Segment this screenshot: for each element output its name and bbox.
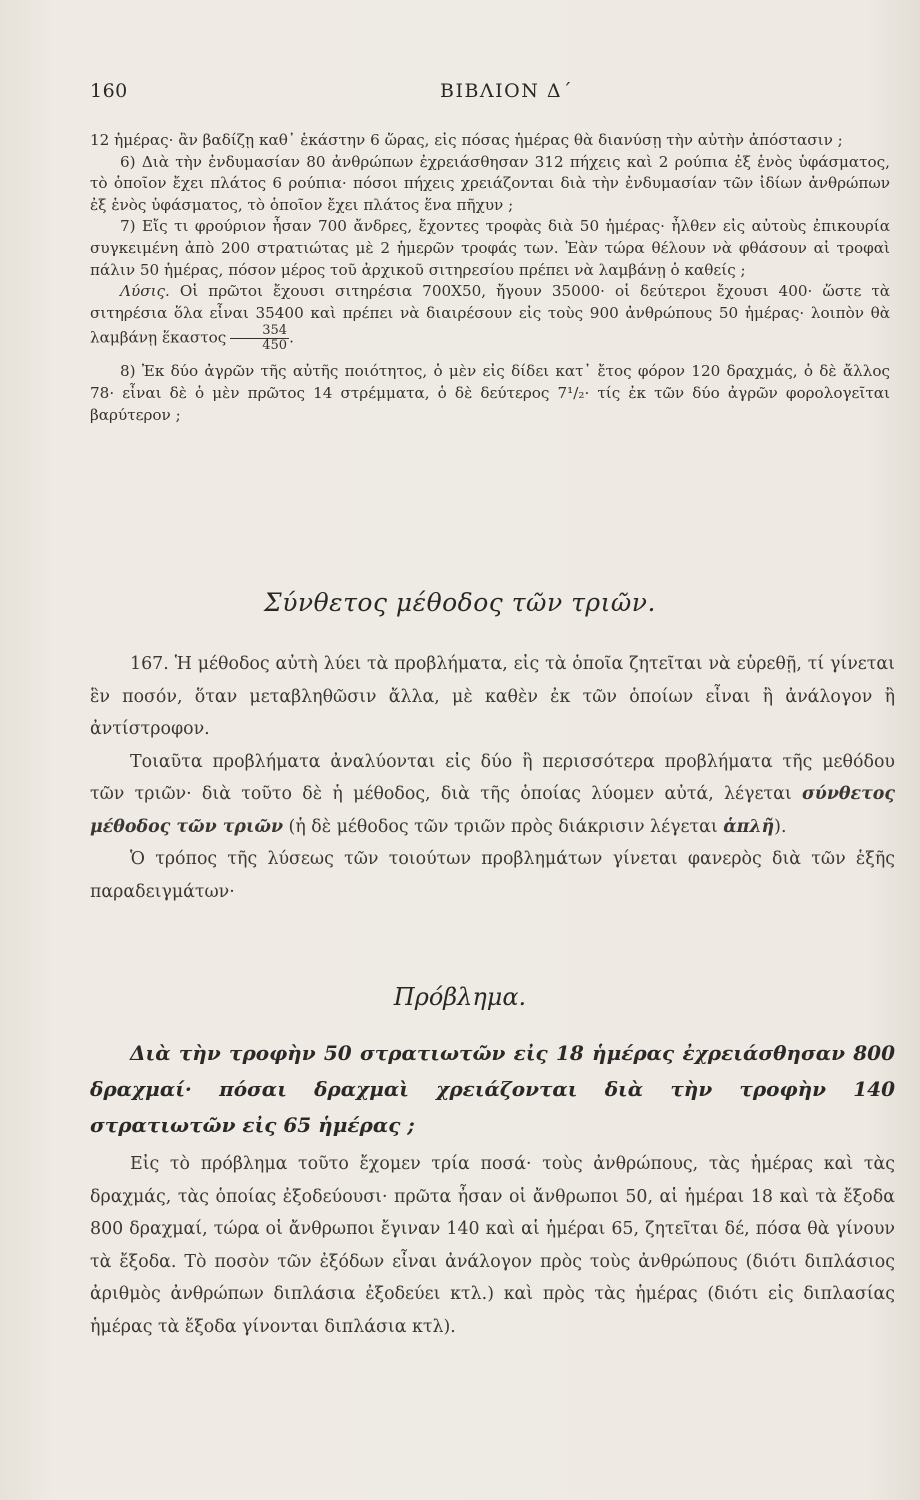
- paragraph-text-c: (ἡ δὲ μέθοδος τῶν τριῶν πρὸς διάκρισιν λέγεται: [283, 816, 724, 837]
- exercise-7-lead: 7) Εἴς τι φρούριον: [120, 217, 267, 236]
- solution-paragraph: Εἰς τὸ πρόβλημα τοῦτο ἔχομεν τρία ποσά· τοὺς ἀνθρώπους, τὰς ἡμέρας καὶ τὰς δραχμάς, τὰς ὁποίας ἐξοδεύουσι· πρῶτα ἦσαν οἱ ἄνθρωποι 50, αἱ ἡμέραι 18 καὶ τὰ ἔξοδα 800 δραχμαί, τώρα οἱ ἄνθρωποι ἔγιναν 140 καὶ αἱ ἡμέραι 65, ζητεῖται δέ, πόσα θὰ γίνουν τὰ ἔξοδα. Τὸ ποσὸν τῶν ἐξόδων εἶναι ἀνάλογον πρὸς τοὺς ἀνθρώπους (διότι διπλάσιος ἀριθμὸς ἀνθρώπων διπλάσια ἐξοδεύει κτλ.) καὶ πρὸς τὰς ἡμέρας (διότι εἰς διπλασίας ἡμέρας τὰ ἔξοδα γίνονται διπλάσια κτλ).: [90, 1154, 895, 1337]
- exercise-block-top: [90, 130, 890, 426]
- paragraph-examples-intro: Ὁ τρόπος τῆς λύσεως τῶν τοιούτων προβλημάτων γίνεται φανερὸς διὰ τῶν ἑξῆς παραδειγμάτων·: [90, 849, 895, 902]
- fraction-numerator: 354: [230, 324, 289, 339]
- exercise-continuation: 12 ἡμέρας· ἂν βαδίζῃ καθ᾽ ἑκάστην 6 ὥρας, εἰς πόσας ἡμέρας θὰ διανύσῃ τὴν αὐτὴν ἀπόστασιν ;: [90, 131, 843, 149]
- solution-7: [90, 281, 890, 353]
- paragraph-text-a: Τοιαῦτα προβλήματα ἀναλύονται εἰς δύο ἢ περισσότερα προβλήματα τῆς μεθόδου τῶν τριῶν· διὰ τοῦτο δὲ ἡ μέθοδος, διὰ τῆς ὁποίας λύομεν αὐτά, λέγεται: [90, 751, 895, 804]
- exercise-7-text: ἦσαν 700 ἄνδρες, ἔχοντες τροφὰς διὰ 50 ἡμέρας· ἦλθεν εἰς αὐτοὺς ἐπικουρία συγκειμένη ἀπὸ 200 στρατιώτας μὲ 2 ἡμερῶν τροφάς των. Ἐὰν τώρα θέλουν νὰ φθάσουν αἱ τροφαὶ πάλιν 50 ἡμέρας, πόσον μέρος τοῦ ἀρχικοῦ σιτηρεσίου πρέπει νὰ λαμβάνῃ ὁ καθείς ;: [90, 217, 890, 279]
- section-body: [90, 648, 895, 908]
- exercise-7: [90, 216, 890, 281]
- term-compound-method: σύνθετος μέθοδος τῶν τριῶν: [90, 784, 895, 837]
- exercise-8: 8) Ἐκ δύο ἀγρῶν τῆς αὐτῆς ποιότητος, ὁ μὲν εἰς δίδει κατ᾽ ἔτος φόρον 120 δραχμάς, ὁ δὲ ἄλλος 78· εἶναι δὲ ὁ μὲν πρῶτος 14 στρέμματα, ὁ δὲ δεύτερος 7¹/₂· τίς ἐκ τῶν δύο ἀγρῶν φορολογεῖται βαρύτερον ;: [90, 362, 890, 424]
- page-number: 160: [90, 80, 128, 102]
- solution-tail: .: [289, 328, 294, 347]
- exercise-6: 6) Διὰ τὴν ἐνδυμασίαν 80 ἀνθρώπων ἐχρειάσθησαν 312 πήχεις καὶ 2 ρούπια ἐξ ἑνὸς ὑφάσματος, τὸ ὁποῖον ἔχει πλάτος 6 ρούπια· πόσοι πήχεις χρειάζονται διὰ τὴν ἐνδυμασίαν τῶν ἰδίων ἀνθρώπων ἐξ ἑνὸς ὑφάσματος, τὸ ὁποῖον ἔχει πλάτος ἕνα πῆχυν ;: [90, 152, 890, 214]
- fraction: [230, 324, 289, 353]
- problem-solution: [90, 1148, 895, 1343]
- running-title: ΒΙΒΛΙΟΝ Δ΄: [440, 80, 574, 102]
- fraction-denominator: 450: [262, 338, 288, 354]
- paragraph-text-e: ).: [774, 816, 787, 837]
- solution-text: Οἱ πρῶτοι ἔχουσι σιτηρέσια 700Χ50, ἤγουν 35000· οἱ δεύτεροι ἔχουσι 400· ὥστε τὰ σιτηρέσια ὅλα εἶναι 35400 καὶ πρέπει νὰ διαιρέσουν εἰς τοὺς 900 ἀνθρώπους 50 ἡμέρας· λοιπὸν θὰ λαμβάνῃ ἕκαστος: [90, 282, 890, 347]
- solution-label: Λύσις.: [120, 282, 170, 301]
- paragraph-compound-method: [90, 746, 895, 844]
- problem-statement: [90, 1035, 895, 1143]
- paragraph-167: 167. Ἡ μέθοδος αὐτὴ λύει τὰ προβλήματα, εἰς τὰ ὁποῖα ζητεῖται νὰ εὑρεθῇ, τί γίνεται ἓν ποσόν, ὅταν μεταβληθῶσιν ἄλλα, μὲ καθὲν ἐκ τῶν ὁποίων εἶναι ἢ ἀνάλογον ἢ ἀντίστροφον.: [90, 654, 895, 739]
- problem-text: Διὰ τὴν τροφὴν 50 στρατιωτῶν εἰς 18 ἡμέρας ἐχρειάσθησαν 800 δραχμαί· πόσαι δραχμαὶ χρειάζονται διὰ τὴν τροφὴν 140 στρατιωτῶν εἰς 65 ἡμέρας ;: [90, 1041, 895, 1137]
- term-simple: ἁπλῆ: [723, 816, 775, 837]
- problem-heading: Πρόβλημα.: [393, 983, 527, 1011]
- page-header: [90, 80, 880, 110]
- section-title: Σύνθετος μέθοδος τῶν τριῶν.: [264, 588, 656, 617]
